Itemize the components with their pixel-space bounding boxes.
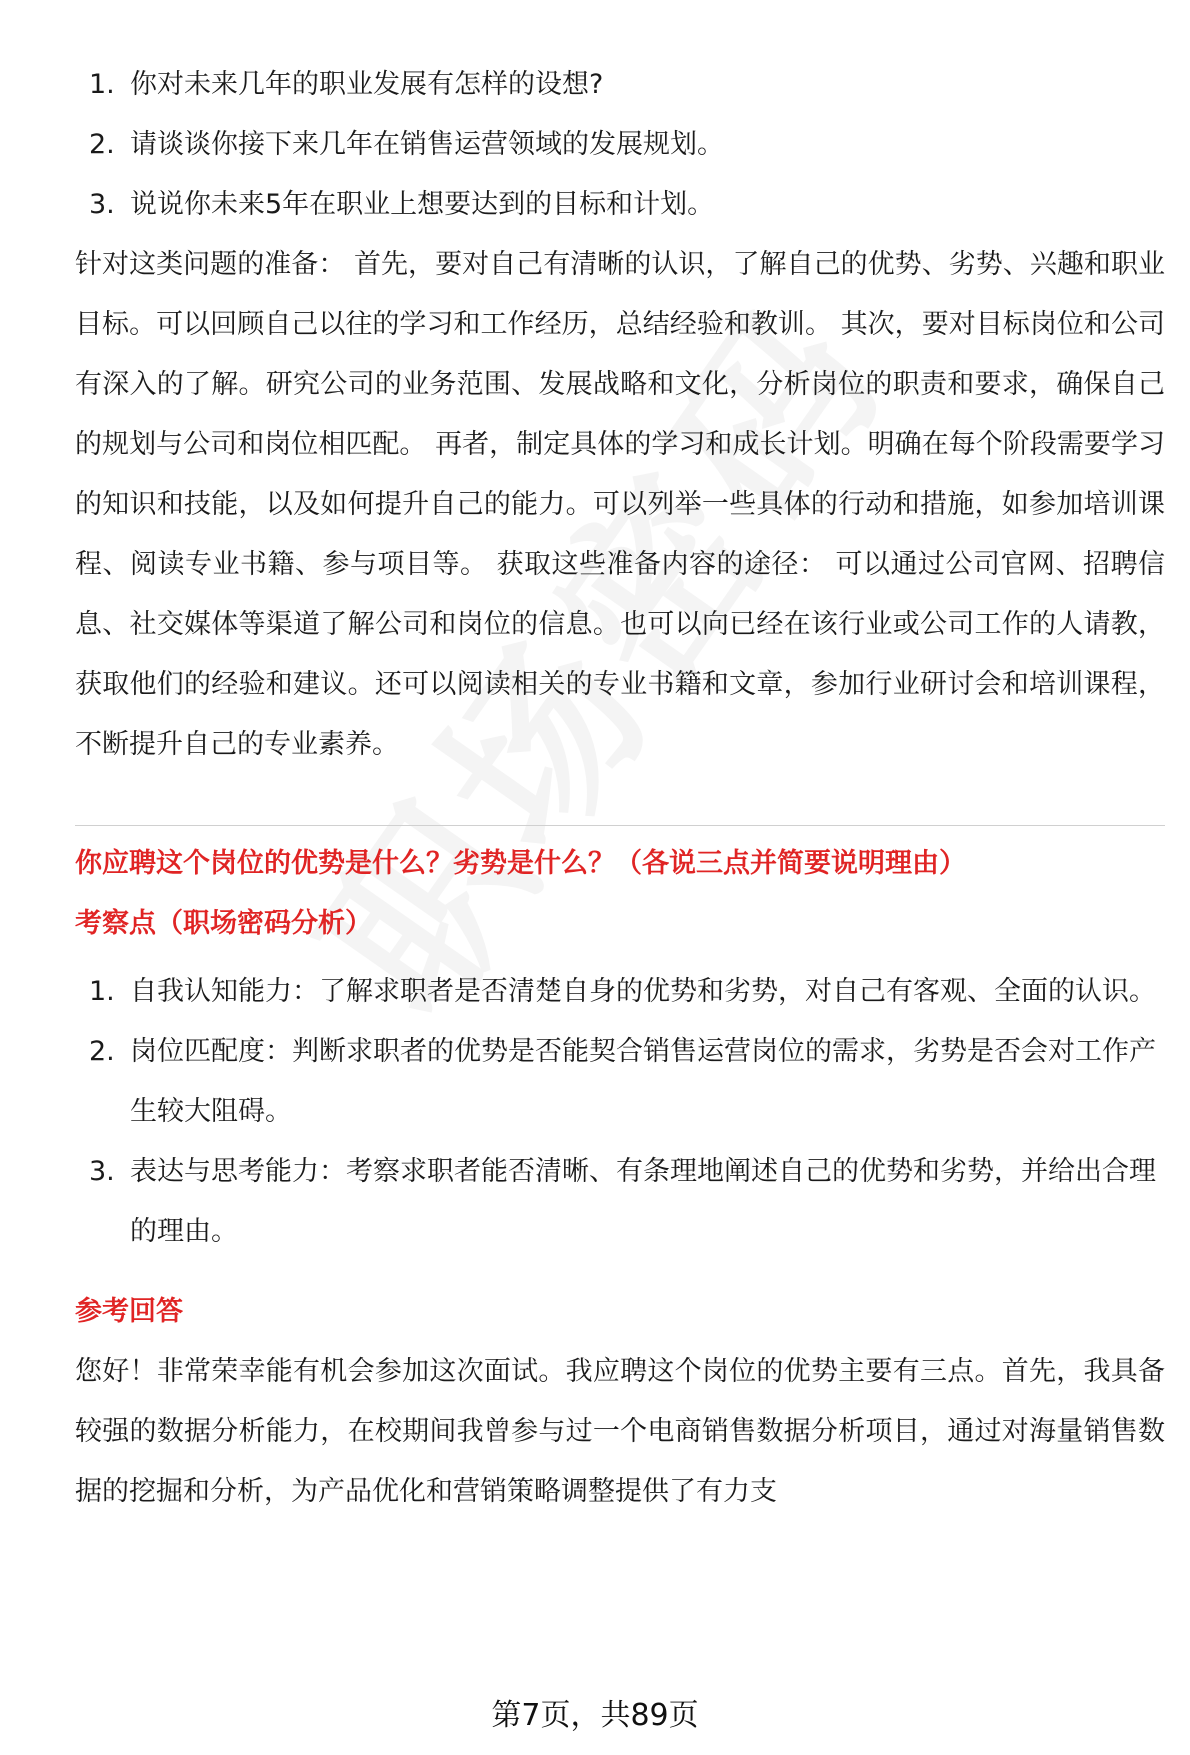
- list-number: 2.: [89, 129, 115, 160]
- list-item: [75, 55, 1165, 115]
- focus-heading: 考察点（职场密码分析）: [75, 908, 372, 939]
- question-list: [75, 55, 1165, 235]
- list-number: 3.: [89, 1156, 115, 1187]
- focus-points-list: [75, 962, 1165, 1262]
- list-text: 你对未来几年的职业发展有怎样的设想?: [130, 69, 604, 100]
- reference-heading: 参考回答: [75, 1296, 183, 1327]
- list-item: [75, 1022, 1165, 1142]
- list-number: 2.: [89, 1036, 115, 1067]
- page-content: [75, 55, 1165, 1522]
- page-footer: 第7页，共89页: [491, 1698, 699, 1733]
- list-item: [75, 962, 1165, 1022]
- section-divider: [75, 825, 1165, 826]
- list-text: 说说你未来5年在职业上想要达到的目标和计划。: [130, 189, 715, 220]
- preparation-paragraph: 针对这类问题的准备： 首先，要对自己有清晰的认识，了解自己的优势、劣势、兴趣和职业目标。可以回顾自己以往的学习和工作经历，总结经验和教训。 其次，要对目标岗位和公司有深入的了解。研究公司的业务范围、发展战略和文化，分析岗位的职责和要求，确保自己的规划与公司和岗位相匹配。 再者，制定具体的学习和成长计划。明确在每个阶段需要学习的知识和技能，以及如何提升自己的能力。可以列举一些具体的行动和措施，如参加培训课程、阅读专业书籍、参与项目等。 获取这些准备内容的途径： 可以通过公司官网、招聘信息、社交媒体等渠道了解公司和岗位的信息。也可以向已经在该行业或公司工作的人请教，获取他们的经验和建议。还可以阅读相关的专业书籍和文章，参加行业研讨会和培训课程，不断提升自己的专业素养。: [75, 249, 1165, 760]
- list-text: 岗位匹配度：判断求职者的优势是否能契合销售运营岗位的需求，劣势是否会对工作产生较大阻碍。: [130, 1036, 1156, 1127]
- list-text: 表达与思考能力：考察求职者能否清晰、有条理地阐述自己的优势和劣势，并给出合理的理由。: [130, 1156, 1156, 1247]
- list-text: 请谈谈你接下来几年在销售运营领域的发展规划。: [130, 129, 724, 160]
- list-item: [75, 1142, 1165, 1262]
- list-text: 自我认知能力：了解求职者是否清楚自身的优势和劣势，对自己有客观、全面的认识。: [130, 976, 1156, 1007]
- list-number: 1.: [89, 69, 115, 100]
- list-number: 1.: [89, 976, 115, 1007]
- question-heading: 你应聘这个岗位的优势是什么？劣势是什么？（各说三点并简要说明理由）: [75, 848, 966, 879]
- list-item: [75, 175, 1165, 235]
- list-number: 3.: [89, 189, 115, 220]
- answer-paragraph: 您好！非常荣幸能有机会参加这次面试。我应聘这个岗位的优势主要有三点。首先，我具备较强的数据分析能力，在校期间我曾参与过一个电商销售数据分析项目，通过对海量销售数据的挖掘和分析，为产品优化和营销策略调整提供了有力支: [75, 1356, 1165, 1507]
- list-item: [75, 115, 1165, 175]
